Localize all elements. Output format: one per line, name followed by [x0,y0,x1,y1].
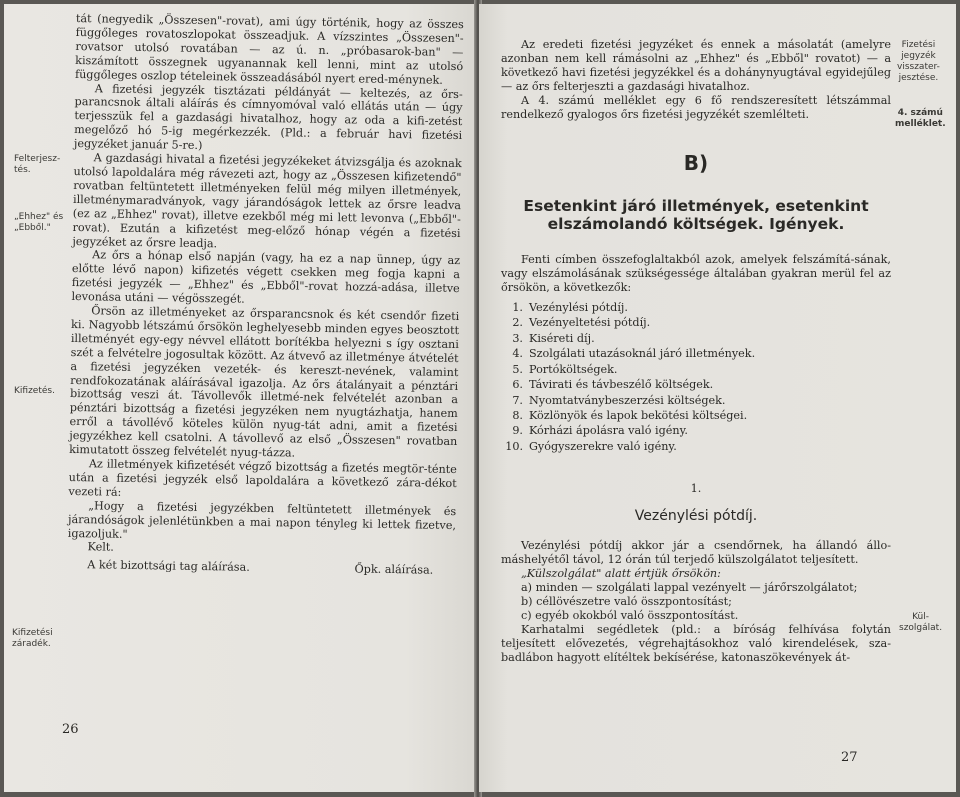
section-title: Esetenkint járó illetmények, esetenkint elszámolandó költségek. Igények. [523,197,869,234]
list-item-text: Kórházi ápolásra való igény. [529,424,688,438]
list-item-text: Távirati és távbeszélő költségek. [529,378,714,392]
claims-list [501,301,891,454]
list-item-number: 9. [512,424,523,438]
list-item-number: 7. [512,393,523,407]
list-item [501,409,891,423]
list-item-number: 2. [512,316,523,330]
paragraph: A 4. számú melléklet egy 6 fő rendszeresített létszámmal rendelkező gyalogos őrs fizetési jegyzékét szemlélteti. [501,93,891,121]
list-item-number: 5. [512,362,523,376]
paragraph: A gazdasági hivatal a fizetési jegyzékeket átvizsgálja és azoknak utolsó lapoldalára még rávezeti azt, hogy az „Összesen kifizetendő" rovatban feltüntetett illetményeken felül még milyen illetmények, illetménymaradványok, vagy járandóságok lettek az őrsre leadva (ez az „Ehhez" rovat), illetve ezekből még mi lett levonva („Ebből"-rovat). Ezután a kifizetést meg-előző hónap végén a fizetési jegyzéket az őrsre leadja. [72,151,462,250]
paragraph: tát (negyedik „Összesen"-rovat), ami úgy történik, hogy az összes függőleges rovatoszlopokat összeadjuk. A vízszintes „Összesen"-rovatsor utolsó rovatában — az ú. n. „próbasarok-ban" — kiszámított összegnek ugyanannak kell lenni, mint az utolsó függőleges oszlop tételeinek összeadásából nyert ered-ménynek. [74,12,464,87]
paragraph: „Hogy a fizetési jegyzékben feltüntetett illetmények és járandóságok jelenlétünkben a mai napon tényleg ki lettek fizetve, igazoljuk." [67,498,457,541]
margin-note-kifizetes: Kifizetés. [14,386,55,396]
list-item-text: Nyomtatványbeszerzési költségek. [529,393,726,407]
list-item-text: Vezényeltetési pótdíj. [529,316,651,330]
list-item [501,363,891,377]
signature-line [67,558,455,578]
list-item [501,316,891,330]
list-item [501,394,891,408]
paragraph: Kelt. [87,540,115,555]
signature-right: Őpk. aláírása. [354,562,434,578]
paragraph: Fenti címben összefoglaltakból azok, amelyek felszámítá-sának, vagy elszámolásának szükségessége általában gyakran merül fel az őrsökön, a következők: [501,253,891,295]
right-page [479,4,956,792]
subsection-number: 1. [690,481,702,495]
paragraph: Az illetmények kifizetését végző bizottság a fizetés megtör-ténte után a fizetési jegyzék első lapoldalára a következő zára-dékot vezeti rá: [68,457,457,499]
list-item-number: 6. [512,378,523,392]
list-item-text: Szolgálati utazásoknál járó illetmények. [529,347,756,361]
list-item-text: Portóköltségek. [529,362,618,376]
right-page-text [501,38,891,665]
paragraph: Karhatalmi segédletek (pld.: a bíróság felhívása folytán teljesített elővezetés, végrehajtásokhoz való kirendelések, sza-badlábon hagyott elítéltek bekísérése, katonaszökevények át- [501,622,891,664]
list-item [501,332,891,346]
list-item-number: 4. [512,347,523,361]
left-page-text [67,12,464,578]
italic-text: „Külszolgálat" alatt értjük őrsökön: [521,567,721,581]
paragraph: a) minden — szolgálati lappal vezényelt — járőrszolgálatot; [521,581,858,595]
paragraph [501,567,891,581]
paragraph: Az eredeti fizetési jegyzéket és ennek a másolatát (amelyre azonban nem kell rámásolni az „Ehhez" és „Ebből" rovatot) — a következő havi fizetési jegyzékkel és a dohánynyugtával egyidejűleg — az őrs felterjeszti a gazdasági hivatalhoz. [501,38,891,93]
list-item [501,440,891,454]
list-item [501,378,891,392]
margin-note-fizetesi-visszaterjesztese: Fizetési jegyzék visszater- jesztése. [897,40,940,83]
list-item-number: 3. [512,331,523,345]
section-letter: B) [683,151,709,176]
paragraph: A fizetési jegyzék tisztázati példányát — keltezés, az őrs-parancsnok általi aláírás és címnyomóval való ellátás után — úgy terjesszük fel a gazdasági hivatalhoz, hogy az oda a kifi-zetést megelőző hó 5-ig megérkezzék. (Pld.: a február havi fizetési jegyzéket január 5-re.) [73,81,463,153]
list-item [501,424,891,438]
margin-note-felterjesztes: Felterjesz- tés. [14,154,61,175]
list-item-text: Gyógyszerekre való igény. [529,439,677,453]
list-item-number: 1. [512,301,523,315]
list-item-text: Kiséreti díj. [529,331,595,345]
margin-note-kifizetesi-zaradek: Kifizetési záradék. [12,628,53,649]
list-item [501,301,891,315]
list-item-text: Vezénylési pótdíj. [529,301,628,315]
margin-note-melleklet: 4. számú melléklet. [895,108,946,129]
paragraph: c) egyéb okokból való összpontosítást. [521,608,739,622]
page-number-right: 27 [841,750,858,765]
paragraph: Az őrs a hónap első napján (vagy, ha ez a nap ünnep, úgy az előtte lévő napon) kifizetés végett csekken meg fogja kapni a fizetési jegyzék — „Ehhez" és „Ebből"-rovat hozzá-adása, illetve levonása utáni — végösszegét. [71,248,461,306]
left-page [4,4,476,792]
list-item-number: 8. [512,408,523,422]
paragraph: b) céllövészetre való összpontosítást; [521,595,732,609]
list-item [501,347,891,361]
margin-note-kulszolgalat: Kül- szolgálat. [899,612,943,633]
paragraph: Vezénylési pótdíj akkor jár a csendőrnek, ha állandó állo-máshelyétől távol, 12 órán túl terjedő külszolgálatot teljesített. [501,539,891,567]
list-item-text: Közlönyök és lapok bekötési költségei. [529,408,748,422]
subsection-title: Vezénylési pótdíj. [634,507,758,524]
paragraph: Őrsön az illetményeket az őrsparancsnok és két csendőr fizeti ki. Nagyobb létszámú őrsökön leghelyesebb minden egyes beosztott illetményét egy-egy névvel ellátott borítékba helyezni s így osztani szét a felvételre jogosultak között. Az átvevő az illetménye átvételét a fizetési jegyzéken vezeték- és kereszt-nevének, valamint rendfokozatának aláírásával igazolja. Az őrs átalányait a pénztári bizottság veszi át. Távollevők illetmé-nek felvételét azonban a pénztári bizottság a fizetési jegyzéken nem nyugtázhatja, hanem erről a távollévő köteles külön nyug-tát adni, amit a fizetési jegyzékhez kell csatolni. A távollevő az első „Összesen" rovatban kimutatott összeg felvételét nyug-tázza. [69,304,460,460]
signature-left: A két bizottsági tag aláírása. [87,558,250,575]
margin-note-ehhez-ebbol: „Ehhez" és „Ebből." [14,212,64,233]
list-item-number: 10. [505,439,523,453]
page-number-left: 26 [62,722,79,737]
